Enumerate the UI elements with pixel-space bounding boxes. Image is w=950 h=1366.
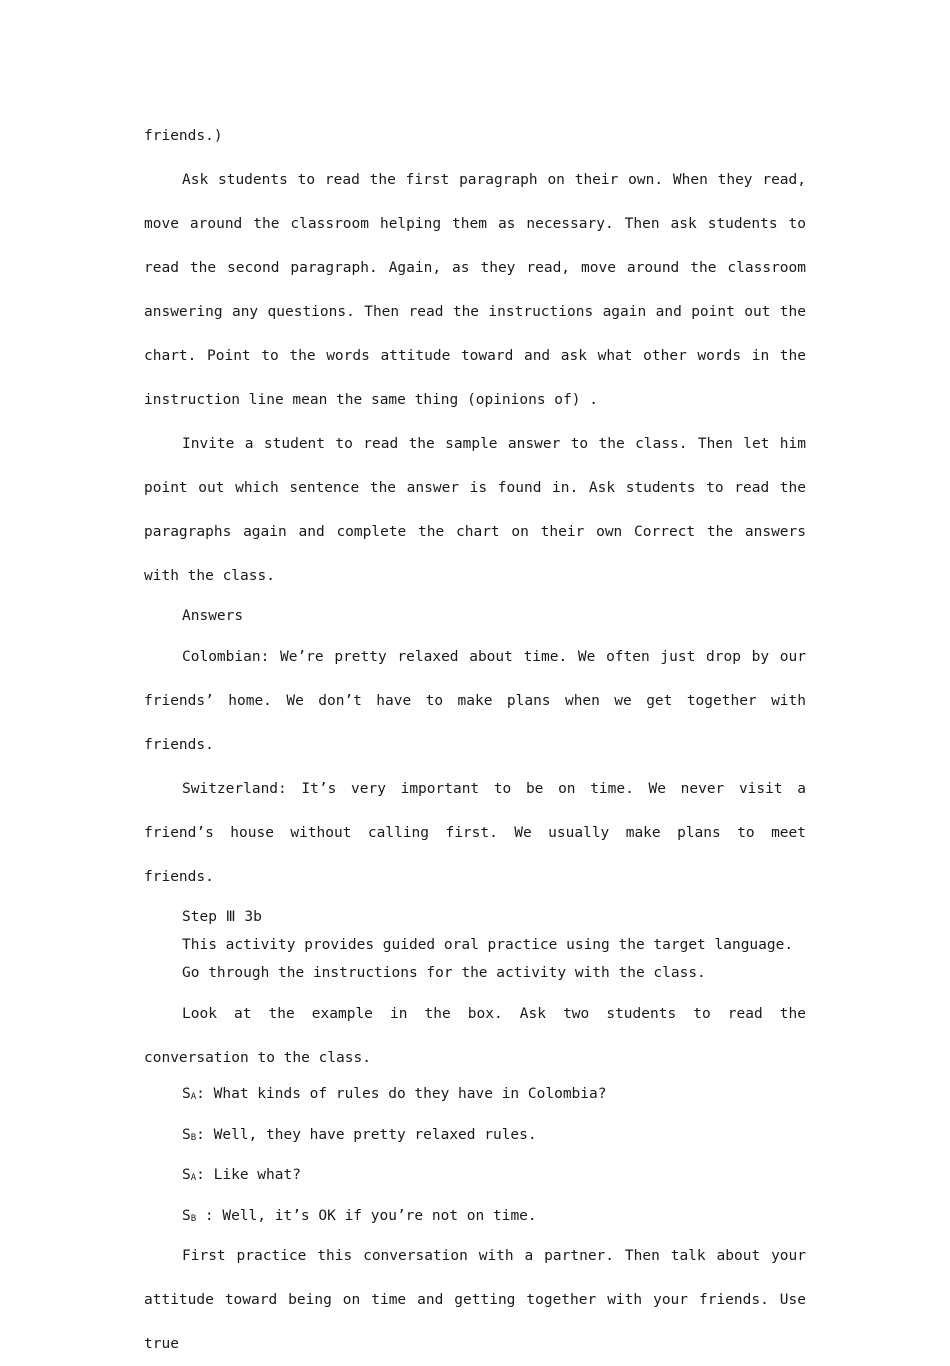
dialog-line xyxy=(144,1117,806,1158)
paragraph-reading-instructions: Ask students to read the first paragraph on their own. When they read, move around the classroom helping them as necessary. Then ask students to read the second paragraph. Again, as they read, move around the classroom answering any questions. Then read the instructions again and point out the chart. Point to the words attitude toward and ask what other words in the instruction line mean the same thing (opinions of) . xyxy=(144,172,806,408)
dialog-line xyxy=(144,1076,806,1117)
answer-colombian: Colombian: We’re pretty relaxed about time. We often just drop by our friends’ home. We don’t have to make plans when we get together with friends. xyxy=(144,649,806,753)
document-body xyxy=(144,114,806,1366)
dialog-separator: : xyxy=(196,1207,223,1224)
dialog-separator: : xyxy=(196,1167,214,1183)
dialog-line xyxy=(144,1198,806,1239)
paragraph-go-through: Go through the instructions for the activity with the class. xyxy=(182,965,706,981)
paragraph-sample-answer: Invite a student to read the sample answer to the class. Then let him point out which sentence the answer is found in. Ask students to read the paragraphs again and complete the chart on their own Correct the answers with the class. xyxy=(144,436,806,584)
speaker-label: S xyxy=(182,1167,191,1183)
paragraph-continuation: friends.) xyxy=(144,128,223,144)
speaker-subscript: B xyxy=(190,1213,197,1224)
example-dialog xyxy=(144,1076,806,1238)
paragraph-activity-purpose: This activity provides guided oral practice using the target language. xyxy=(182,937,794,953)
speaker-label: S xyxy=(182,1086,191,1102)
speaker-label: S xyxy=(182,1207,191,1224)
dialog-separator: : xyxy=(196,1126,214,1143)
dialog-text: Well, it’s OK if you’re not on time. xyxy=(222,1207,537,1224)
paragraph-example-box: Look at the example in the box. Ask two students to read the conversation to the class. xyxy=(144,1006,806,1066)
dialog-text: Like what? xyxy=(213,1167,301,1183)
speaker-subscript: B xyxy=(190,1132,197,1143)
dialog-line xyxy=(144,1157,806,1198)
paragraph-practice: First practice this conversation with a partner. Then talk about your attitude toward being on time and getting together with your friends. Use true xyxy=(144,1248,806,1352)
dialog-text: Well, they have pretty relaxed rules. xyxy=(213,1126,537,1143)
speaker-label: S xyxy=(182,1126,191,1143)
dialog-text: What kinds of rules do they have in Colombia? xyxy=(213,1086,607,1102)
speaker-subscript: A xyxy=(190,1092,197,1102)
answer-switzerland: Switzerland: It’s very important to be on time. We never visit a friend’s house without calling first. We usually make plans to meet friends. xyxy=(144,781,806,885)
step-heading: Step Ⅲ 3b xyxy=(182,909,262,925)
dialog-separator: : xyxy=(196,1086,214,1102)
answers-heading: Answers xyxy=(182,608,244,624)
speaker-subscript: A xyxy=(190,1173,197,1183)
